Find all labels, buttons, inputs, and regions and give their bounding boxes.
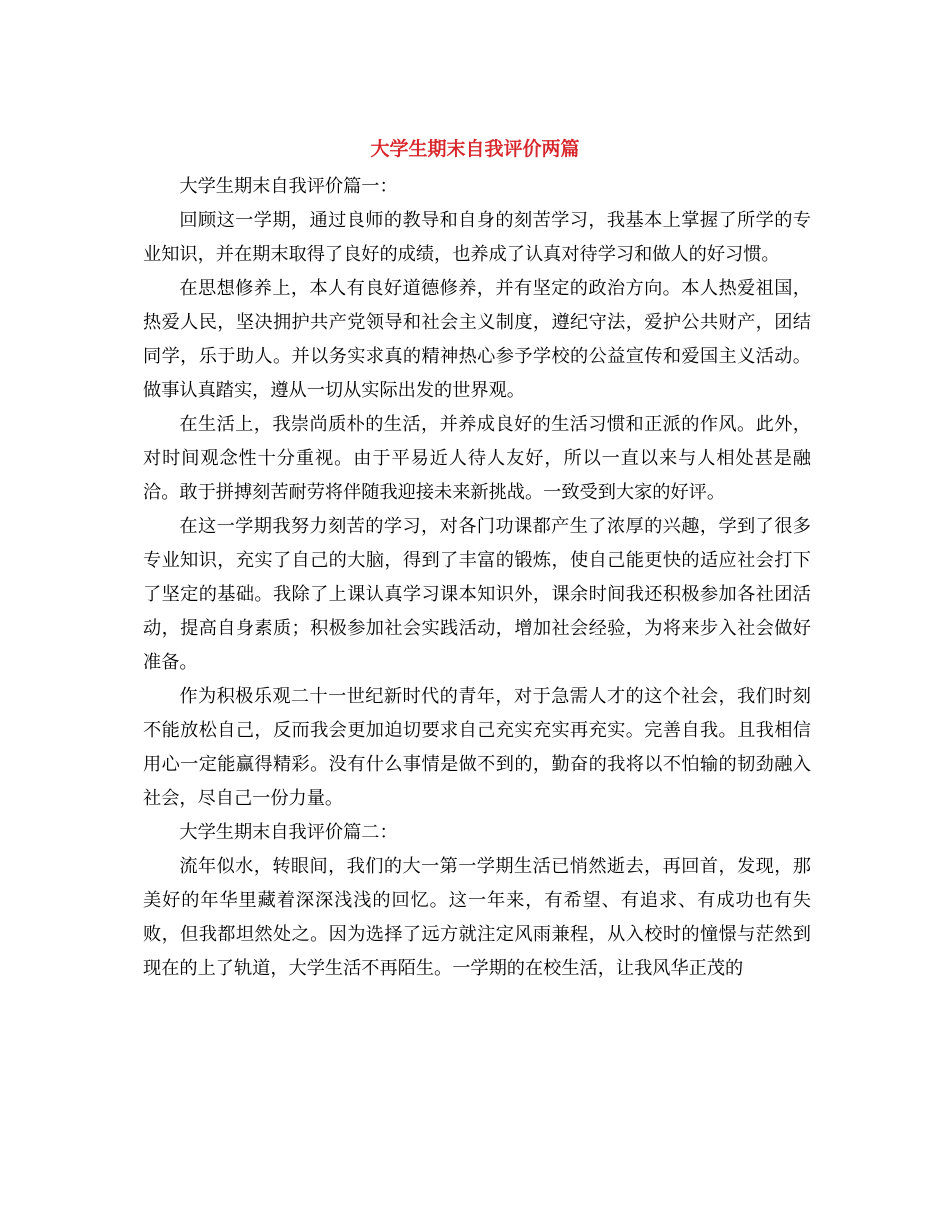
- document-body: [143, 170, 811, 986]
- paragraph: 在这一学期我努力刻苦的学习，对各门功课都产生了浓厚的兴趣，学到了很多专业知识，充实了自己的大脑，得到了丰富的锻炼，使自己能更快的适应社会打下了坚定的基础。我除了上课认真学习课本知识外，课余时间我还积极参加各社团活动，提高自身素质；积极参加社会实践活动，增加社会经验，为将来步入社会做好准备。: [143, 516, 811, 673]
- section-heading-one: 大学生期末自我评价篇一：: [179, 176, 398, 197]
- paragraph: 回顾这一学期，通过良师的教导和自身的刻苦学习，我基本上掌握了所学的专业知识，并在期末取得了良好的成绩，也养成了认真对待学习和做人的好习惯。: [143, 210, 811, 265]
- paragraph: 作为积极乐观二十一世纪新时代的青年，对于急需人才的这个社会，我们时刻不能放松自己，反而我会更加迫切要求自己充实充实再充实。完善自我。且我相信用心一定能赢得精彩。没有什么事情是做不到的，勤奋的我将以不怕输的韧劲融入社会，尽自己一份力量。: [143, 686, 811, 809]
- section-heading-two: 大学生期末自我评价篇二：: [179, 822, 398, 843]
- document-title: 大学生期末自我评价两篇: [370, 138, 580, 160]
- paragraph: 流年似水，转眼间，我们的大一第一学期生活已悄然逝去，再回首，发现，那美好的年华里藏着深深浅浅的回忆。这一年来，有希望、有追求、有成功也有失败，但我都坦然处之。因为选择了远方就注定风雨兼程，从入校时的憧憬与茫然到现在的上了轨道，大学生活不再陌生。一学期的在校生活，让我风华正茂的: [143, 856, 811, 979]
- paragraph: 在思想修养上，本人有良好道德修养，并有坚定的政治方向。本人热爱祖国，热爱人民，坚决拥护共产党领导和社会主义制度，遵纪守法，爱护公共财产，团结同学，乐于助人。并以务实求真的精神热心参予学校的公益宣传和爱国主义活动。做事认真踏实，遵从一切从实际出发的世界观。: [143, 278, 811, 401]
- paragraph: 在生活上，我崇尚质朴的生活，并养成良好的生活习惯和正派的作风。此外，对时间观念性十分重视。由于平易近人待人友好，所以一直以来与人相处甚是融洽。敢于拼搏刻苦耐劳将伴随我迎接未来新挑战。一致受到大家的好评。: [143, 414, 811, 503]
